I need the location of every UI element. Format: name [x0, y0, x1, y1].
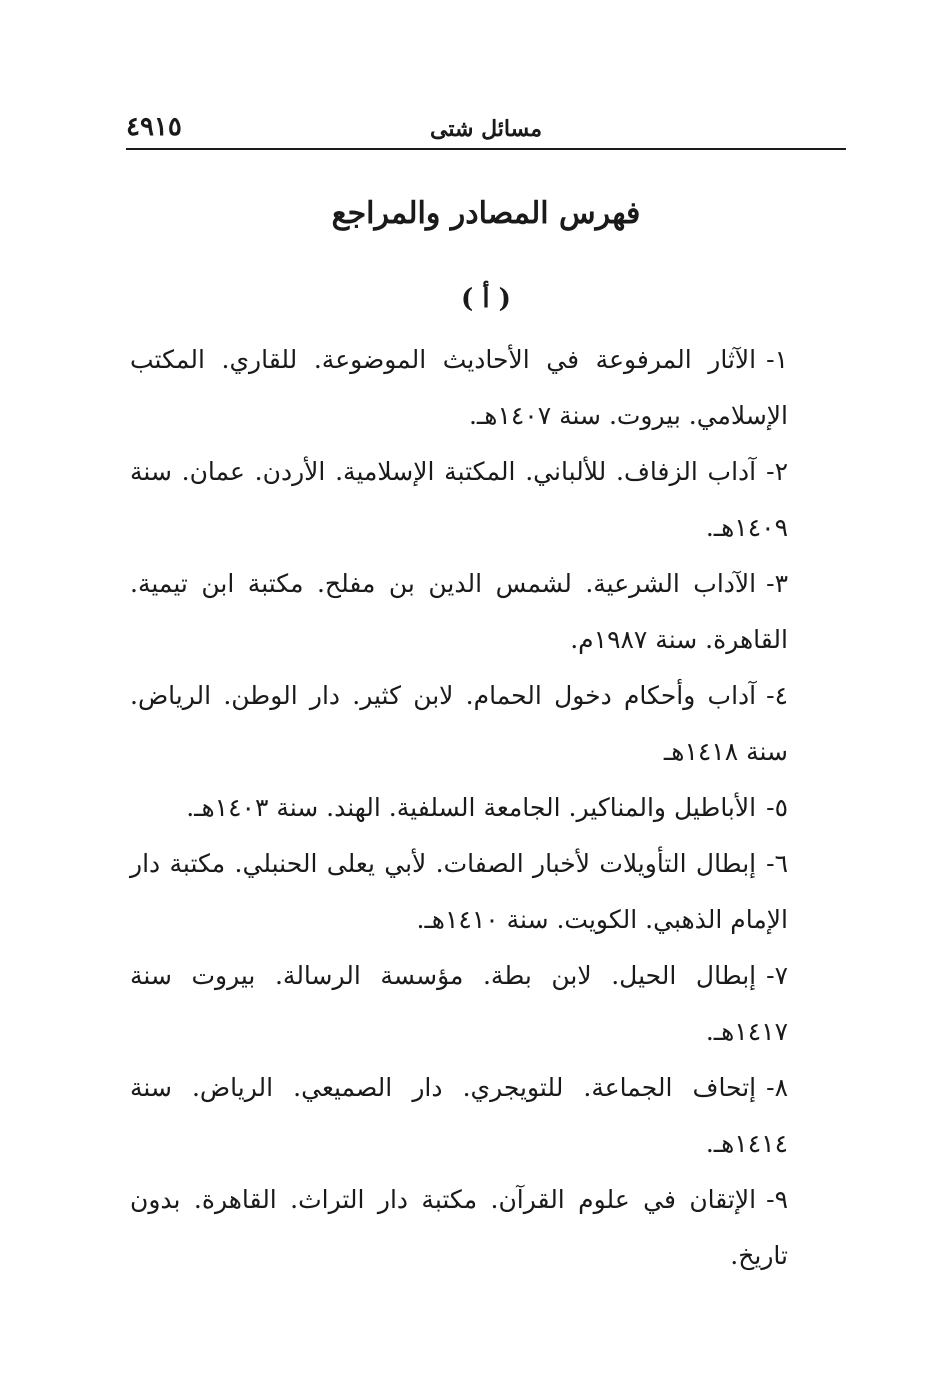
reference-entry	[130, 1060, 788, 1172]
entry-text: إبطال التأويلات لأخبار الصفات. لأبي يعلى الحنبلي. مكتبة دار الإمام الذهبي. الكويت. سنة ١٤١٠هـ.	[130, 849, 788, 934]
running-title: مسائل شتى	[430, 116, 542, 142]
entry-number: ٤-	[766, 681, 788, 710]
reference-entry	[130, 1172, 788, 1284]
entry-number: ٧-	[766, 961, 788, 990]
references-list	[130, 332, 788, 1284]
reference-entry	[130, 332, 788, 444]
entry-number: ٥-	[766, 793, 788, 822]
entry-text: الأباطيل والمناكير. الجامعة السلفية. الهند. سنة ١٤٠٣هـ.	[186, 793, 757, 822]
entry-text: الإتقان في علوم القرآن. مكتبة دار التراث. القاهرة. بدون تاريخ.	[130, 1185, 788, 1270]
entry-number: ٦-	[766, 849, 788, 878]
entry-text: الآثار المرفوعة في الأحاديث الموضوعة. للقاري. المكتب الإسلامي. بيروت. سنة ١٤٠٧هـ.	[130, 345, 788, 430]
entry-text: إتحاف الجماعة. للتويجري. دار الصميعي. الرياض. سنة ١٤١٤هـ.	[130, 1073, 788, 1158]
entry-number: ١-	[766, 345, 788, 374]
page-number: ٤٩١٥	[126, 112, 182, 142]
entry-number: ٢-	[766, 457, 788, 486]
reference-entry	[130, 668, 788, 780]
entry-number: ٩-	[766, 1185, 788, 1214]
reference-entry	[130, 836, 788, 948]
entry-text: آداب وأحكام دخول الحمام. لابن كثير. دار الوطن. الرياض. سنة ١٤١٨هـ	[130, 681, 788, 766]
reference-entry	[130, 780, 788, 836]
reference-entry	[130, 948, 788, 1060]
reference-entry	[130, 444, 788, 556]
entry-number: ٣-	[766, 569, 788, 598]
entry-number: ٨-	[766, 1073, 788, 1102]
entry-text: آداب الزفاف. للألباني. المكتبة الإسلامية. الأردن. عمان. سنة ١٤٠٩هـ.	[130, 457, 788, 542]
reference-entry	[130, 556, 788, 668]
section-title: فهرس المصادر والمراجع	[331, 196, 641, 231]
entry-text: الآداب الشرعية. لشمس الدين بن مفلح. مكتبة ابن تيمية. القاهرة. سنة ١٩٨٧م.	[130, 569, 788, 654]
page-header	[126, 108, 846, 148]
letter-heading: ( أ )	[461, 284, 511, 314]
header-rule	[126, 148, 846, 150]
entry-text: إبطال الحيل. لابن بطة. مؤسسة الرسالة. بيروت سنة ١٤١٧هـ.	[130, 961, 788, 1046]
